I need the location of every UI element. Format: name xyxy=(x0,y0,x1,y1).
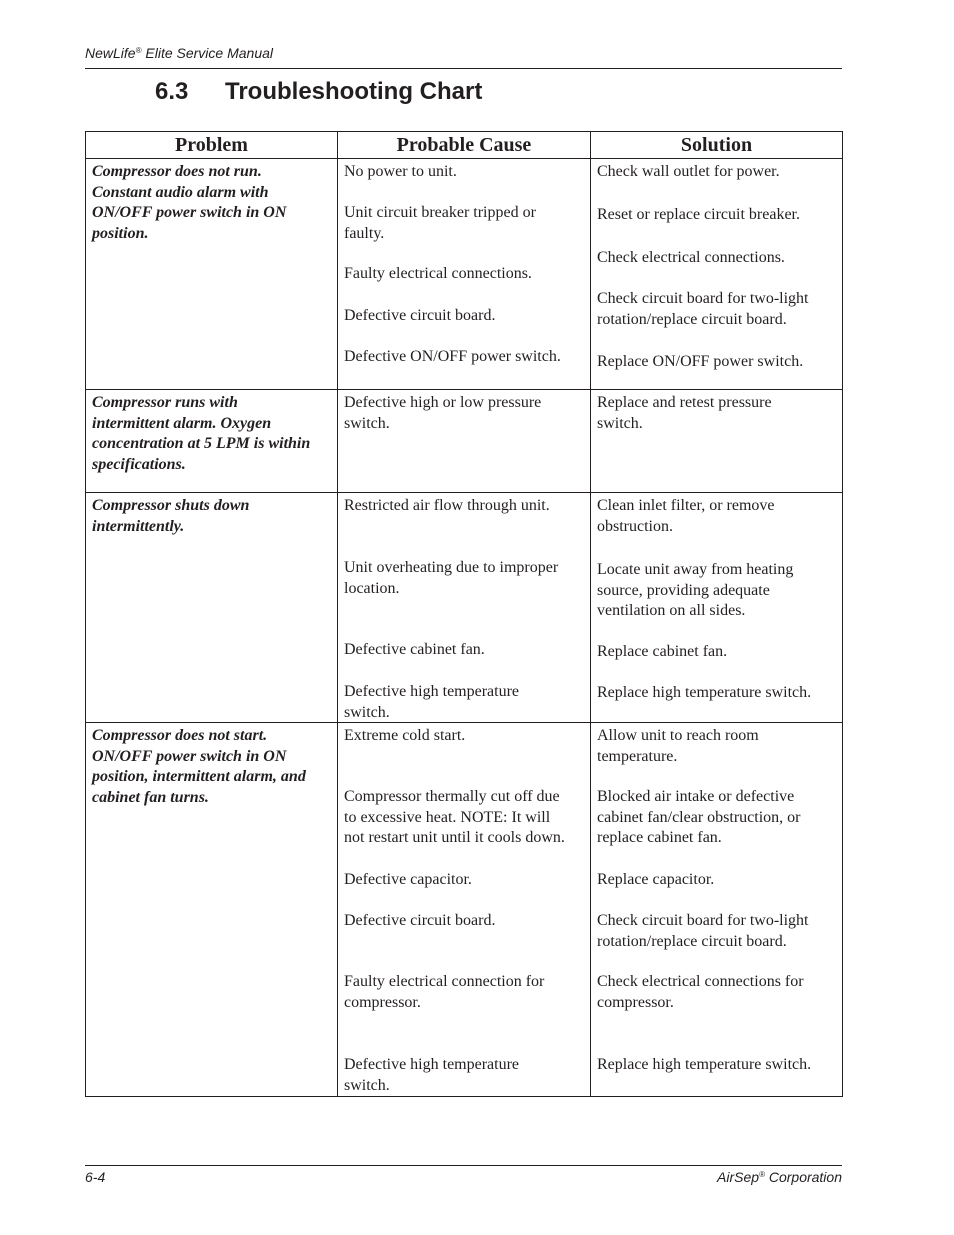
cause-item-line: Faulty electrical connections. xyxy=(344,265,532,282)
problem-text: position, intermittent alarm, and xyxy=(92,768,306,785)
manual-name: NewLife xyxy=(85,45,136,61)
footer-rule xyxy=(85,1165,842,1166)
cause-item-line: switch. xyxy=(344,1076,390,1094)
solution-item-line: rotation/replace circuit board. xyxy=(597,932,787,950)
cause-item-line: Defective cabinet fan. xyxy=(344,641,485,658)
solution-item-line: Replace capacitor. xyxy=(597,871,715,888)
problem-text: intermittently. xyxy=(92,517,185,535)
table-row xyxy=(86,723,843,1097)
solution-item xyxy=(597,393,836,434)
solution-cell xyxy=(591,159,843,390)
cause-item xyxy=(344,393,584,434)
cause-item xyxy=(344,870,584,891)
section-number: 6.3 xyxy=(155,78,189,105)
cause-item xyxy=(344,162,584,183)
solution-item-line: ventilation on all sides. xyxy=(597,602,746,619)
company-name-suffix: Corporation xyxy=(764,1169,842,1185)
solution-item-line: source, providing adequate xyxy=(597,581,770,599)
cause-item xyxy=(344,911,584,932)
cause-item-line: No power to unit. xyxy=(344,163,457,180)
cause-item-line: to excessive heat. NOTE: It will xyxy=(344,808,551,826)
solution-item-line: Clean inlet filter, or remove xyxy=(597,497,775,514)
solution-item-line: Replace high temperature switch. xyxy=(597,684,812,701)
problem-cell xyxy=(86,493,338,723)
cause-item-line: Defective high temperature xyxy=(344,683,520,700)
solution-item-line: Replace and retest pressure xyxy=(597,394,772,411)
solution-item xyxy=(597,248,836,269)
solution-item xyxy=(597,683,836,704)
manual-name-suffix: Elite Service Manual xyxy=(141,45,274,61)
cause-item xyxy=(344,1055,584,1096)
solution-item xyxy=(597,496,836,537)
solution-item-line: Blocked air intake or defective xyxy=(597,788,795,805)
cause-item-line: faulty. xyxy=(344,224,385,242)
cause-item xyxy=(344,726,584,747)
cause-item-line: Defective high temperature xyxy=(344,1056,520,1073)
solution-item-line: cabinet fan/clear obstruction, or xyxy=(597,808,801,826)
cause-item xyxy=(344,203,584,244)
problem-cell xyxy=(86,723,338,1097)
solution-cell xyxy=(591,493,843,723)
solution-item-line: temperature. xyxy=(597,747,678,765)
solution-item-line: Replace ON/OFF power switch. xyxy=(597,353,804,370)
solution-item xyxy=(597,972,836,1013)
problem-text: cabinet fan turns. xyxy=(92,788,209,806)
solution-item xyxy=(597,1055,836,1076)
cause-item-line: Defective ON/OFF power switch. xyxy=(344,348,561,365)
probable-cause-cell xyxy=(338,723,591,1097)
cause-item xyxy=(344,682,584,723)
solution-item-line: Replace high temperature switch. xyxy=(597,1056,812,1073)
section-title xyxy=(155,78,482,106)
solution-cell xyxy=(591,390,843,493)
registered-mark: ® xyxy=(135,46,142,55)
table-row xyxy=(86,493,843,723)
solution-item xyxy=(597,289,836,330)
cause-item-line: Compressor thermally cut off due xyxy=(344,788,560,805)
solution-item-line: Locate unit away from heating xyxy=(597,561,794,578)
solution-item-line: Check electrical connections for xyxy=(597,973,804,990)
cause-item-line: compressor. xyxy=(344,993,421,1011)
solution-item-line: Check circuit board for two-light xyxy=(597,290,809,307)
solution-item-line: switch. xyxy=(597,414,643,432)
probable-cause-cell xyxy=(338,493,591,723)
cause-item-line: switch. xyxy=(344,703,390,721)
cause-item xyxy=(344,972,584,1013)
cause-item-line: Restricted air flow through unit. xyxy=(344,497,550,514)
problem-cell xyxy=(86,390,338,493)
cause-item-line: Unit overheating due to improper xyxy=(344,559,559,576)
solution-item xyxy=(597,352,836,373)
solution-item xyxy=(597,205,836,226)
solution-item xyxy=(597,560,836,622)
problem-text: Compressor does not run. xyxy=(92,163,262,180)
problem-text: Constant audio alarm with xyxy=(92,183,269,201)
solution-item-line: Reset or replace circuit breaker. xyxy=(597,206,800,223)
problem-text: ON/OFF power switch in ON xyxy=(92,204,287,221)
problem-text: Compressor shuts down xyxy=(92,497,250,514)
cause-item xyxy=(344,640,584,661)
problem-text: Compressor runs with xyxy=(92,394,238,411)
cause-item-line: Defective high or low pressure xyxy=(344,394,542,411)
table-header-row xyxy=(86,132,843,159)
solution-item-line: rotation/replace circuit board. xyxy=(597,310,787,328)
registered-mark: ® xyxy=(759,1170,765,1179)
page-number: 6-4 xyxy=(85,1169,106,1185)
problem-text: specifications. xyxy=(92,455,186,473)
cause-item-line: Defective capacitor. xyxy=(344,871,472,888)
solution-item-line: Replace cabinet fan. xyxy=(597,643,728,660)
cause-item xyxy=(344,496,584,517)
probable-cause-cell xyxy=(338,390,591,493)
running-header xyxy=(85,45,273,61)
solution-item xyxy=(597,787,836,849)
problem-cell xyxy=(86,159,338,390)
cause-item-line: switch. xyxy=(344,414,390,432)
cause-item-line: Unit circuit breaker tripped or xyxy=(344,204,536,221)
problem-text: ON/OFF power switch in ON xyxy=(92,747,287,765)
solution-item-line: Check circuit board for two-light xyxy=(597,912,809,929)
cause-item xyxy=(344,347,584,368)
cause-item xyxy=(344,306,584,327)
solution-item-line: Check electrical connections. xyxy=(597,249,785,266)
table-row xyxy=(86,159,843,390)
table-body xyxy=(86,159,843,1097)
solution-item-line: obstruction. xyxy=(597,517,673,535)
solution-item xyxy=(597,911,836,952)
solution-item-line: Check wall outlet for power. xyxy=(597,163,780,180)
header-rule xyxy=(85,68,842,69)
cause-item xyxy=(344,558,584,599)
company-name xyxy=(717,1169,842,1185)
troubleshooting-table xyxy=(85,131,843,1097)
problem-text: Compressor does not start. xyxy=(92,727,268,744)
problem-text: intermittent alarm. Oxygen xyxy=(92,414,272,432)
company-name-prefix: AirSep xyxy=(717,1169,760,1185)
cause-item-line: location. xyxy=(344,579,400,597)
cause-item-line: not restart unit until it cools down. xyxy=(344,829,565,846)
column-header-problem: Problem xyxy=(86,132,338,159)
solution-item xyxy=(597,642,836,663)
solution-item-line: compressor. xyxy=(597,993,674,1011)
solution-item-line: replace cabinet fan. xyxy=(597,829,722,846)
column-header-solution: Solution xyxy=(591,132,843,159)
solution-item xyxy=(597,726,836,767)
section-title-text: Troubleshooting Chart xyxy=(225,78,483,105)
solution-item xyxy=(597,162,836,183)
cause-item xyxy=(344,264,584,285)
cause-item-line: Defective circuit board. xyxy=(344,307,496,324)
probable-cause-cell xyxy=(338,159,591,390)
cause-item xyxy=(344,787,584,849)
cause-item-line: Extreme cold start. xyxy=(344,727,466,744)
solution-cell xyxy=(591,723,843,1097)
solution-item-line: Allow unit to reach room xyxy=(597,727,759,744)
problem-text: position. xyxy=(92,224,149,242)
problem-text: concentration at 5 LPM is within xyxy=(92,435,311,452)
column-header-probable-cause: Probable Cause xyxy=(338,132,591,159)
table-row xyxy=(86,390,843,493)
cause-item-line: Faulty electrical connection for xyxy=(344,973,545,990)
cause-item-line: Defective circuit board. xyxy=(344,912,496,929)
solution-item xyxy=(597,870,836,891)
